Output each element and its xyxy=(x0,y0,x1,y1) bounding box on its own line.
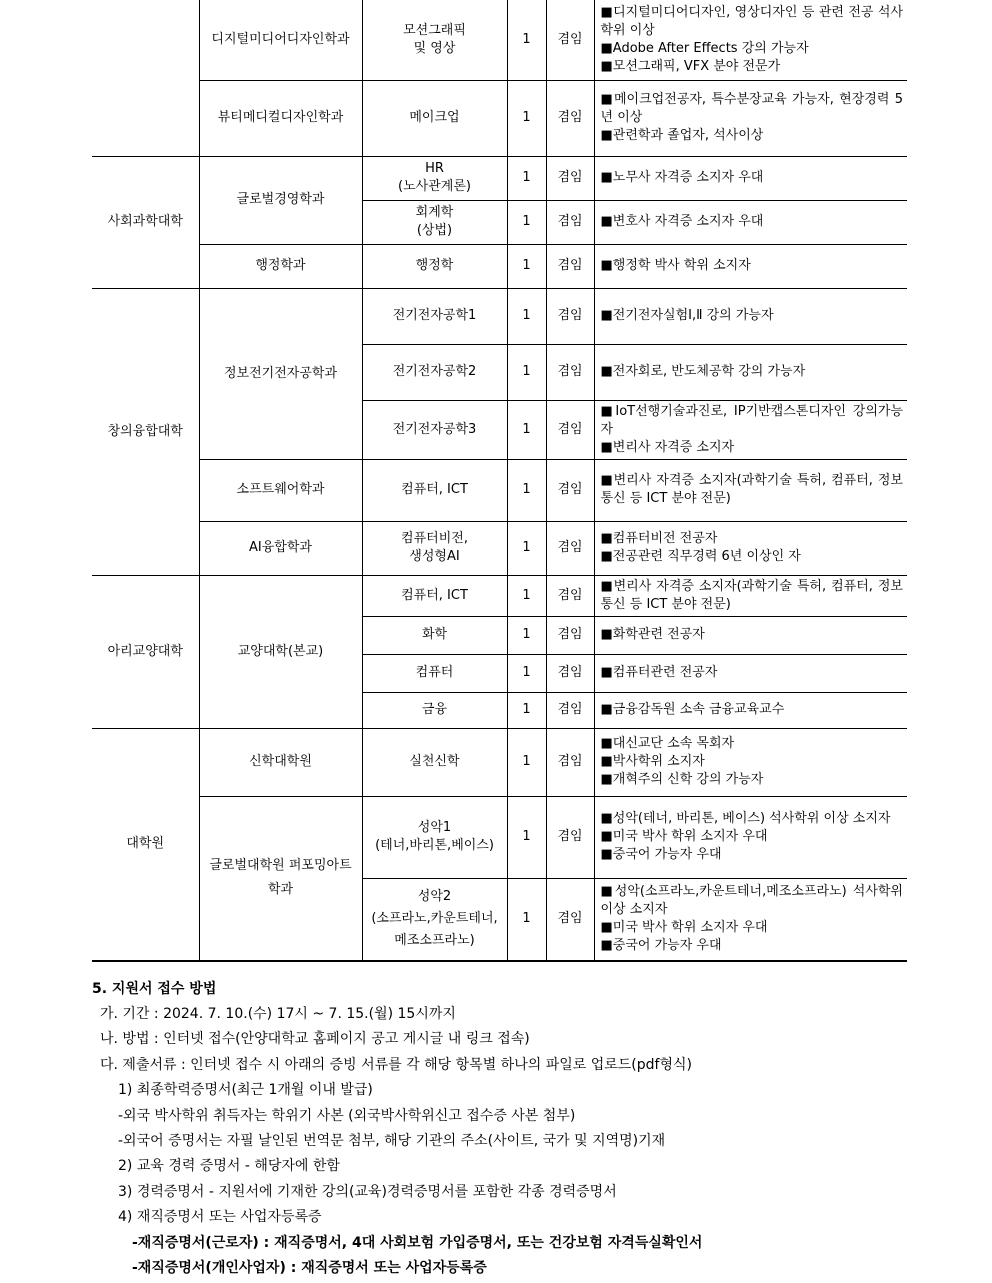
recruitment-table xyxy=(92,0,907,962)
field-cell: HR (노사관계론) xyxy=(362,156,507,200)
count-cell: 1 xyxy=(507,80,546,156)
count-cell: 1 xyxy=(507,654,546,692)
requirements-cell: ■전자회로, 반도체공학 강의 가능자 xyxy=(594,344,907,400)
requirements-cell: ■메이크업전공자, 특수분장교육 가능자, 현장경력 5년 이상 ■관련학과 졸업자, 석사이상 xyxy=(594,80,907,156)
college-cell: 아리교양대학 xyxy=(92,575,199,728)
field-cell: 화학 xyxy=(362,616,507,654)
type-cell: 겸임 xyxy=(546,0,594,80)
type-cell: 겸임 xyxy=(546,156,594,200)
field-cell: 모션그래픽 및 영상 xyxy=(362,0,507,80)
requirements-cell: ■성악(테너, 바리톤, 베이스) 석사학위 이상 소지자 ■미국 박사 학위 소지자 우대 ■중국어 가능자 우대 xyxy=(594,796,907,878)
college-cell: 대학원 xyxy=(92,728,199,961)
type-cell: 겸임 xyxy=(546,796,594,878)
requirements-cell: ■디지털미디어디자인, 영상디자인 등 관련 전공 석사학위 이상 ■Adobe After Effects 강의 가능자 ■모션그래픽, VFX 분야 전문가 xyxy=(594,0,907,80)
requirements-cell: ■화학관련 전공자 xyxy=(594,616,907,654)
dept-cell: 디지털미디어디자인학과 xyxy=(199,0,362,80)
requirements-cell: ■컴퓨터비전 전공자 ■전공관련 직무경력 6년 이상인 자 xyxy=(594,521,907,575)
count-cell: 1 xyxy=(507,200,546,244)
table-row xyxy=(92,728,907,796)
type-cell: 겸임 xyxy=(546,459,594,521)
documents-line: 다. 제출서류 : 인터넷 접수 시 아래의 증빙 서류를 각 해당 항목별 하나의 파일로 업로드(pdf형식) xyxy=(100,1056,692,1073)
field-cell: 실천신학 xyxy=(362,728,507,796)
field-cell: 컴퓨터, ICT xyxy=(362,459,507,521)
requirements-cell: ■변리사 자격증 소지자(과학기술 특허, 컴퓨터, 정보통신 등 ICT 분야 전문) xyxy=(594,459,907,521)
type-cell: 겸임 xyxy=(546,878,594,961)
type-cell: 겸임 xyxy=(546,80,594,156)
count-cell: 1 xyxy=(507,575,546,616)
doc-item: 4) 재직증명서 또는 사업자등록증 xyxy=(118,1209,322,1226)
count-cell: 1 xyxy=(507,878,546,961)
requirements-cell: ■성악(소프라노,카운트테너,메조소프라노) 석사학위 이상 소지자 ■미국 박사 학위 소지자 우대 ■중국어 가능자 우대 xyxy=(594,878,907,961)
requirements-cell: ■노무사 자격증 소지자 우대 xyxy=(594,156,907,200)
table-row xyxy=(92,244,907,288)
type-cell: 겸임 xyxy=(546,244,594,288)
application-method-section xyxy=(92,976,907,1281)
type-cell: 겸임 xyxy=(546,521,594,575)
count-cell: 1 xyxy=(507,728,546,796)
field-cell: 성악2 (소프라노,카운트테너, 메조소프라노) xyxy=(362,878,507,961)
field-cell: 전기전자공학2 xyxy=(362,344,507,400)
type-cell: 겸임 xyxy=(546,288,594,344)
type-cell: 겸임 xyxy=(546,344,594,400)
type-cell: 겸임 xyxy=(546,616,594,654)
dept-cell: 소프트웨어학과 xyxy=(199,459,362,521)
count-cell: 1 xyxy=(507,288,546,344)
requirements-cell: ■대신교단 소속 목회자 ■박사학위 소지자 ■개혁주의 신학 강의 가능자 xyxy=(594,728,907,796)
table-row xyxy=(92,156,907,200)
dept-cell: 행정학과 xyxy=(199,244,362,288)
field-cell: 컴퓨터 xyxy=(362,654,507,692)
table-row xyxy=(92,80,907,156)
field-cell: 컴퓨터비전, 생성형AI xyxy=(362,521,507,575)
requirements-cell: ■IoT선행기술과진로, IP기반캡스톤디자인 강의가능자 ■변리사 자격증 소지자 xyxy=(594,400,907,459)
type-cell: 겸임 xyxy=(546,654,594,692)
field-cell: 전기전자공학1 xyxy=(362,288,507,344)
type-cell: 겸임 xyxy=(546,200,594,244)
type-cell: 겸임 xyxy=(546,692,594,728)
count-cell: 1 xyxy=(507,244,546,288)
table-row xyxy=(92,575,907,616)
dept-cell: 뷰티메디컬디자인학과 xyxy=(199,80,362,156)
count-cell: 1 xyxy=(507,0,546,80)
doc-subitem: -외국 박사학위 취득자는 학위기 사본 (외국박사학위신고 접수증 사본 첨부) xyxy=(118,1107,576,1124)
type-cell: 겸임 xyxy=(546,400,594,459)
method-line: 나. 방법 : 인터넷 접수(안양대학교 홈페이지 공고 게시글 내 링크 접속) xyxy=(100,1031,530,1048)
dept-cell: 글로벌대학원 퍼포밍아트학과 xyxy=(199,796,362,961)
table-row xyxy=(92,0,907,80)
dept-cell: AI융합학과 xyxy=(199,521,362,575)
table-row xyxy=(92,288,907,344)
count-cell: 1 xyxy=(507,692,546,728)
count-cell: 1 xyxy=(507,156,546,200)
field-cell: 금융 xyxy=(362,692,507,728)
doc-item: 1) 최종학력증명서(최근 1개월 이내 발급) xyxy=(118,1082,373,1099)
field-cell: 행정학 xyxy=(362,244,507,288)
count-cell: 1 xyxy=(507,796,546,878)
dept-cell: 정보전기전자공학과 xyxy=(199,288,362,459)
field-cell: 컴퓨터, ICT xyxy=(362,575,507,616)
doc-item: 3) 경력증명서 - 지원서에 기재한 강의(교육)경력증명서를 포함한 각종 경력증명서 xyxy=(118,1183,617,1200)
dept-cell: 글로벌경영학과 xyxy=(199,156,362,244)
count-cell: 1 xyxy=(507,344,546,400)
count-cell: 1 xyxy=(507,616,546,654)
doc-subitem: -외국어 증명서는 자필 날인된 번역문 첨부, 해당 기관의 주소(사이트, 국가 및 지역명)기재 xyxy=(118,1132,666,1149)
college-cell xyxy=(92,0,199,156)
requirements-cell: ■전기전자실험Ⅰ,Ⅱ 강의 가능자 xyxy=(594,288,907,344)
table-row xyxy=(92,796,907,878)
dept-cell: 신학대학원 xyxy=(199,728,362,796)
field-cell: 회계학 (상법) xyxy=(362,200,507,244)
requirements-cell: ■변호사 자격증 소지자 우대 xyxy=(594,200,907,244)
count-cell: 1 xyxy=(507,521,546,575)
count-cell: 1 xyxy=(507,459,546,521)
doc-subitem-bold: -재직증명서(개인사업자) : 재직증명서 또는 사업자등록증 xyxy=(132,1259,487,1276)
type-cell: 겸임 xyxy=(546,575,594,616)
dept-cell: 교양대학(본교) xyxy=(199,575,362,728)
requirements-cell: ■행정학 박사 학위 소지자 xyxy=(594,244,907,288)
requirements-cell: ■금융감독원 소속 금융교육교수 xyxy=(594,692,907,728)
section-title: 5. 지원서 접수 방법 xyxy=(92,981,217,997)
field-cell: 성악1 (테너,바리톤,베이스) xyxy=(362,796,507,878)
college-cell: 창의융합대학 xyxy=(92,288,199,575)
requirements-cell: ■컴퓨터관련 전공자 xyxy=(594,654,907,692)
doc-item: 2) 교육 경력 증명서 - 해당자에 한함 xyxy=(118,1158,340,1175)
period-line: 가. 기간 : 2024. 7. 10.(수) 17시 ~ 7. 15.(월) 15시까지 xyxy=(100,1006,456,1022)
field-cell: 전기전자공학3 xyxy=(362,400,507,459)
doc-subitem-bold: -재직증명서(근로자) : 재직증명서, 4대 사회보험 가입증명서, 또는 건강보험 자격득실확인서 xyxy=(132,1234,703,1251)
requirements-cell: ■변리사 자격증 소지자(과학기술 특허, 컴퓨터, 정보통신 등 ICT 분야 전문) xyxy=(594,575,907,616)
type-cell: 겸임 xyxy=(546,728,594,796)
field-cell: 메이크업 xyxy=(362,80,507,156)
college-cell: 사회과학대학 xyxy=(92,156,199,288)
count-cell: 1 xyxy=(507,400,546,459)
table-row xyxy=(92,521,907,575)
table-row xyxy=(92,459,907,521)
